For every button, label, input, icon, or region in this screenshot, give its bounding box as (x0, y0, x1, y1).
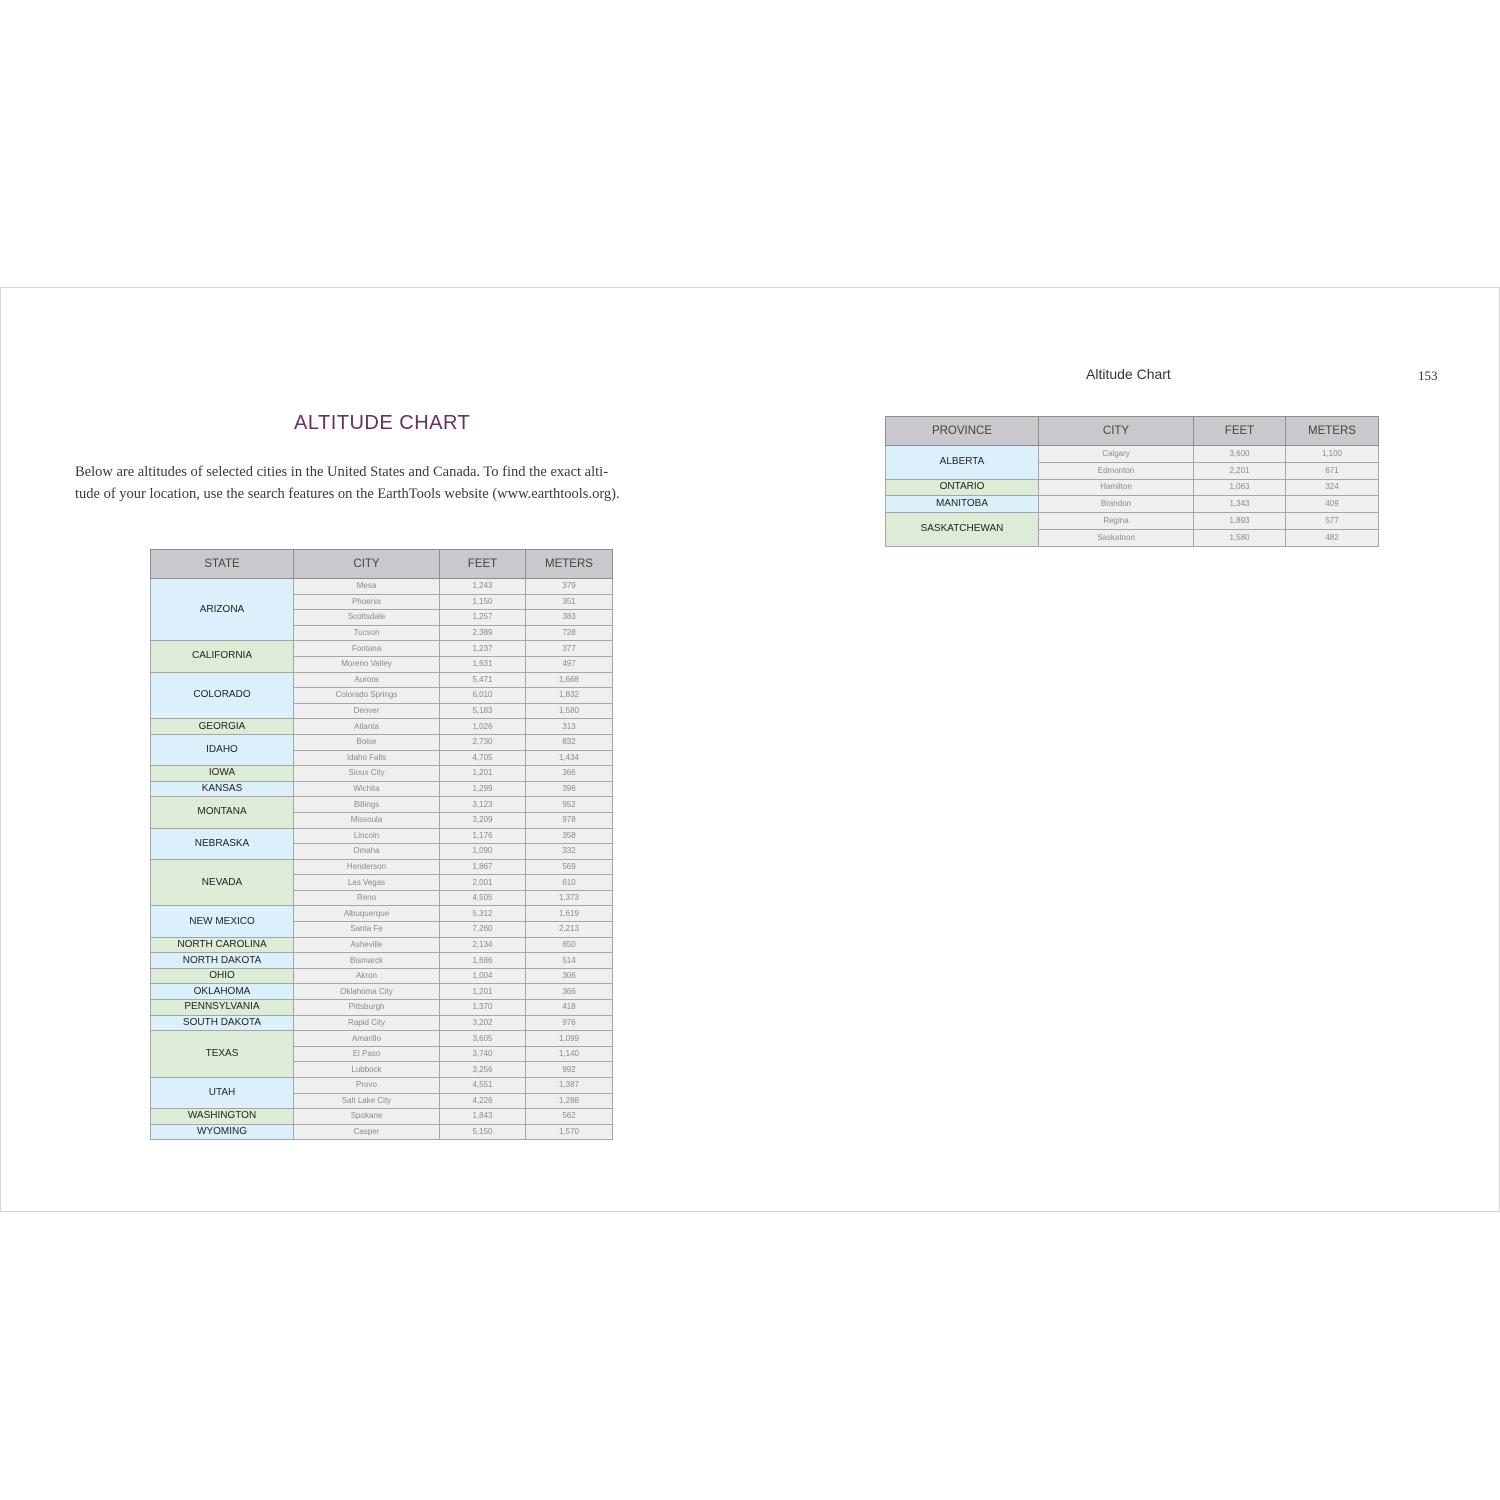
city-cell: Spokane (294, 1109, 440, 1125)
state-cell: GEORGIA (151, 719, 294, 735)
meters-cell: 418 (526, 1000, 613, 1016)
state-cell: MONTANA (151, 797, 294, 828)
canada-altitude-table (885, 416, 1379, 547)
meters-cell: 650 (526, 937, 613, 953)
meters-cell: 366 (526, 984, 613, 1000)
us-altitude-table (150, 549, 613, 1140)
feet-cell: 3,600 (1194, 446, 1286, 463)
feet-cell: 1,243 (440, 579, 526, 595)
meters-cell: 1,373 (526, 890, 613, 906)
city-cell: Hamilton (1039, 479, 1194, 496)
state-cell: OKLAHOMA (151, 984, 294, 1000)
state-cell: TEXAS (151, 1031, 294, 1078)
header-meters: METERS (1286, 417, 1379, 446)
feet-cell: 5,312 (440, 906, 526, 922)
table-row (151, 1000, 613, 1016)
canada-table-body (886, 446, 1379, 547)
state-cell: SOUTH DAKOTA (151, 1015, 294, 1031)
meters-cell: 379 (526, 579, 613, 595)
feet-cell: 1,370 (440, 1000, 526, 1016)
city-cell: Missoula (294, 812, 440, 828)
feet-cell: 4,505 (440, 890, 526, 906)
state-cell: CALIFORNIA (151, 641, 294, 672)
feet-cell: 1,150 (440, 594, 526, 610)
city-cell: Moreno Valley (294, 656, 440, 672)
feet-cell: 4,226 (440, 1093, 526, 1109)
meters-cell: 952 (526, 797, 613, 813)
meters-cell: 610 (526, 875, 613, 891)
header-meters: METERS (526, 550, 613, 579)
meters-cell: 332 (526, 844, 613, 860)
meters-cell: 383 (526, 610, 613, 626)
table-row (151, 734, 613, 750)
feet-cell: 5,150 (440, 1124, 526, 1140)
feet-cell: 2,389 (440, 625, 526, 641)
table-row (151, 1078, 613, 1094)
meters-cell: 1,140 (526, 1046, 613, 1062)
city-cell: Colorado Springs (294, 688, 440, 704)
table-row (886, 513, 1379, 530)
header-state: STATE (151, 550, 294, 579)
feet-cell: 1,631 (440, 656, 526, 672)
meters-cell: 992 (526, 1062, 613, 1078)
meters-cell: 324 (1286, 479, 1379, 496)
feet-cell: 6,010 (440, 688, 526, 704)
table-row (151, 579, 613, 595)
meters-cell: 351 (526, 594, 613, 610)
city-cell: Billings (294, 797, 440, 813)
city-cell: Fontana (294, 641, 440, 657)
table-row (151, 1109, 613, 1125)
state-cell: WASHINGTON (151, 1109, 294, 1125)
city-cell: Regina (1039, 513, 1194, 530)
meters-cell: 976 (526, 1015, 613, 1031)
city-cell: Santa Fe (294, 922, 440, 938)
city-cell: Bismarck (294, 953, 440, 969)
meters-cell: 313 (526, 719, 613, 735)
meters-cell: 1,832 (526, 688, 613, 704)
city-cell: Saskatoon (1039, 529, 1194, 546)
feet-cell: 2,730 (440, 734, 526, 750)
table-row (151, 1031, 613, 1047)
city-cell: Aurora (294, 672, 440, 688)
meters-cell: 497 (526, 656, 613, 672)
feet-cell: 1,176 (440, 828, 526, 844)
feet-cell: 3,209 (440, 812, 526, 828)
state-cell: NEW MEXICO (151, 906, 294, 937)
meters-cell: 366 (526, 766, 613, 782)
city-cell: Calgary (1039, 446, 1194, 463)
state-cell: NORTH DAKOTA (151, 953, 294, 969)
city-cell: Las Vegas (294, 875, 440, 891)
table-header-row (151, 550, 613, 579)
city-cell: Henderson (294, 859, 440, 875)
feet-cell: 1,686 (440, 953, 526, 969)
table-row (151, 672, 613, 688)
city-cell: Akron (294, 968, 440, 984)
table-row (151, 906, 613, 922)
meters-cell: 514 (526, 953, 613, 969)
page-number: 153 (1418, 368, 1438, 383)
feet-cell: 2,201 (1194, 462, 1286, 479)
us-table-body (151, 579, 613, 1140)
table-row (151, 968, 613, 984)
city-cell: Sioux City (294, 766, 440, 782)
feet-cell: 3,256 (440, 1062, 526, 1078)
city-cell: Omaha (294, 844, 440, 860)
feet-cell: 3,740 (440, 1046, 526, 1062)
meters-cell: 1,570 (526, 1124, 613, 1140)
header-feet: FEET (1194, 417, 1286, 446)
meters-cell: 1,580 (526, 703, 613, 719)
city-cell: Mesa (294, 579, 440, 595)
header-city: CITY (1039, 417, 1194, 446)
table-row (151, 1124, 613, 1140)
feet-cell: 2,134 (440, 937, 526, 953)
feet-cell: 3,202 (440, 1015, 526, 1031)
meters-cell: 2,213 (526, 922, 613, 938)
feet-cell: 1,299 (440, 781, 526, 797)
city-cell: Asheville (294, 937, 440, 953)
table-row (151, 766, 613, 782)
table-row (151, 828, 613, 844)
meters-cell: 306 (526, 968, 613, 984)
city-cell: Rapid City (294, 1015, 440, 1031)
state-cell: IDAHO (151, 734, 294, 765)
table-row (151, 984, 613, 1000)
city-cell: Tucson (294, 625, 440, 641)
meters-cell: 409 (1286, 496, 1379, 513)
feet-cell: 1,343 (1194, 496, 1286, 513)
intro-line: tude of your location, use the search features on the EarthTools website (www.earthtools.org). (75, 486, 620, 502)
meters-cell: 358 (526, 828, 613, 844)
feet-cell: 1,843 (440, 1109, 526, 1125)
feet-cell: 1,026 (440, 719, 526, 735)
intro-line: Below are altitudes of selected cities in the United States and Canada. To find the exact alti- (75, 464, 609, 480)
meters-cell: 1,387 (526, 1078, 613, 1094)
province-cell: ONTARIO (886, 479, 1039, 496)
city-cell: Lincoln (294, 828, 440, 844)
feet-cell: 1,201 (440, 984, 526, 1000)
table-row (886, 446, 1379, 463)
feet-cell: 3,123 (440, 797, 526, 813)
header-province: PROVINCE (886, 417, 1039, 446)
feet-cell: 1,257 (440, 610, 526, 626)
table-row (151, 641, 613, 657)
meters-cell: 728 (526, 625, 613, 641)
feet-cell: 4,551 (440, 1078, 526, 1094)
meters-cell: 978 (526, 812, 613, 828)
meters-cell: 1,668 (526, 672, 613, 688)
feet-cell: 1,004 (440, 968, 526, 984)
feet-cell: 5,183 (440, 703, 526, 719)
state-cell: ARIZONA (151, 579, 294, 641)
meters-cell: 396 (526, 781, 613, 797)
city-cell: Amarillo (294, 1031, 440, 1047)
province-cell: ALBERTA (886, 446, 1039, 480)
header-feet: FEET (440, 550, 526, 579)
city-cell: Boise (294, 734, 440, 750)
page-title: ALTITUDE CHART (294, 412, 471, 434)
table-row (151, 1015, 613, 1031)
table-row (151, 937, 613, 953)
feet-cell: 5,471 (440, 672, 526, 688)
feet-cell: 1,201 (440, 766, 526, 782)
city-cell: Casper (294, 1124, 440, 1140)
city-cell: El Paso (294, 1046, 440, 1062)
feet-cell: 1,237 (440, 641, 526, 657)
meters-cell: 1,434 (526, 750, 613, 766)
feet-cell: 7,260 (440, 922, 526, 938)
state-cell: OHIO (151, 968, 294, 984)
state-cell: NORTH CAROLINA (151, 937, 294, 953)
feet-cell: 4,705 (440, 750, 526, 766)
province-cell: MANITOBA (886, 496, 1039, 513)
meters-cell: 1,619 (526, 906, 613, 922)
feet-cell: 3,605 (440, 1031, 526, 1047)
feet-cell: 2,001 (440, 875, 526, 891)
table-row (151, 953, 613, 969)
feet-cell: 1,893 (1194, 513, 1286, 530)
city-cell: Wichita (294, 781, 440, 797)
meters-cell: 1,288 (526, 1093, 613, 1109)
city-cell: Lubbock (294, 1062, 440, 1078)
meters-cell: 1,099 (526, 1031, 613, 1047)
meters-cell: 1,100 (1286, 446, 1379, 463)
state-cell: PENNSYLVANIA (151, 1000, 294, 1016)
state-cell: WYOMING (151, 1124, 294, 1140)
intro-paragraph (75, 461, 695, 505)
city-cell: Atlanta (294, 719, 440, 735)
city-cell: Brandon (1039, 496, 1194, 513)
feet-cell: 1,867 (440, 859, 526, 875)
city-cell: Reno (294, 890, 440, 906)
state-cell: IOWA (151, 766, 294, 782)
table-row (151, 719, 613, 735)
state-cell: COLORADO (151, 672, 294, 719)
meters-cell: 577 (1286, 513, 1379, 530)
table-row (151, 797, 613, 813)
table-header-row (886, 417, 1379, 446)
meters-cell: 832 (526, 734, 613, 750)
state-cell: NEVADA (151, 859, 294, 906)
table-row (151, 859, 613, 875)
city-cell: Phoenix (294, 594, 440, 610)
state-cell: NEBRASKA (151, 828, 294, 859)
city-cell: Salt Lake City (294, 1093, 440, 1109)
feet-cell: 1,090 (440, 844, 526, 860)
meters-cell: 671 (1286, 462, 1379, 479)
feet-cell: 1,063 (1194, 479, 1286, 496)
meters-cell: 562 (526, 1109, 613, 1125)
city-cell: Oklahoma City (294, 984, 440, 1000)
state-cell: UTAH (151, 1078, 294, 1109)
feet-cell: 1,580 (1194, 529, 1286, 546)
city-cell: Edmonton (1039, 462, 1194, 479)
running-head: Altitude Chart (1086, 366, 1171, 382)
table-row (151, 781, 613, 797)
state-cell: KANSAS (151, 781, 294, 797)
meters-cell: 377 (526, 641, 613, 657)
city-cell: Albuquerque (294, 906, 440, 922)
city-cell: Denver (294, 703, 440, 719)
table-row (886, 496, 1379, 513)
table-row (886, 479, 1379, 496)
meters-cell: 482 (1286, 529, 1379, 546)
city-cell: Idaho Falls (294, 750, 440, 766)
city-cell: Scottsdale (294, 610, 440, 626)
province-cell: SASKATCHEWAN (886, 513, 1039, 547)
city-cell: Pittsburgh (294, 1000, 440, 1016)
city-cell: Provo (294, 1078, 440, 1094)
meters-cell: 569 (526, 859, 613, 875)
header-city: CITY (294, 550, 440, 579)
